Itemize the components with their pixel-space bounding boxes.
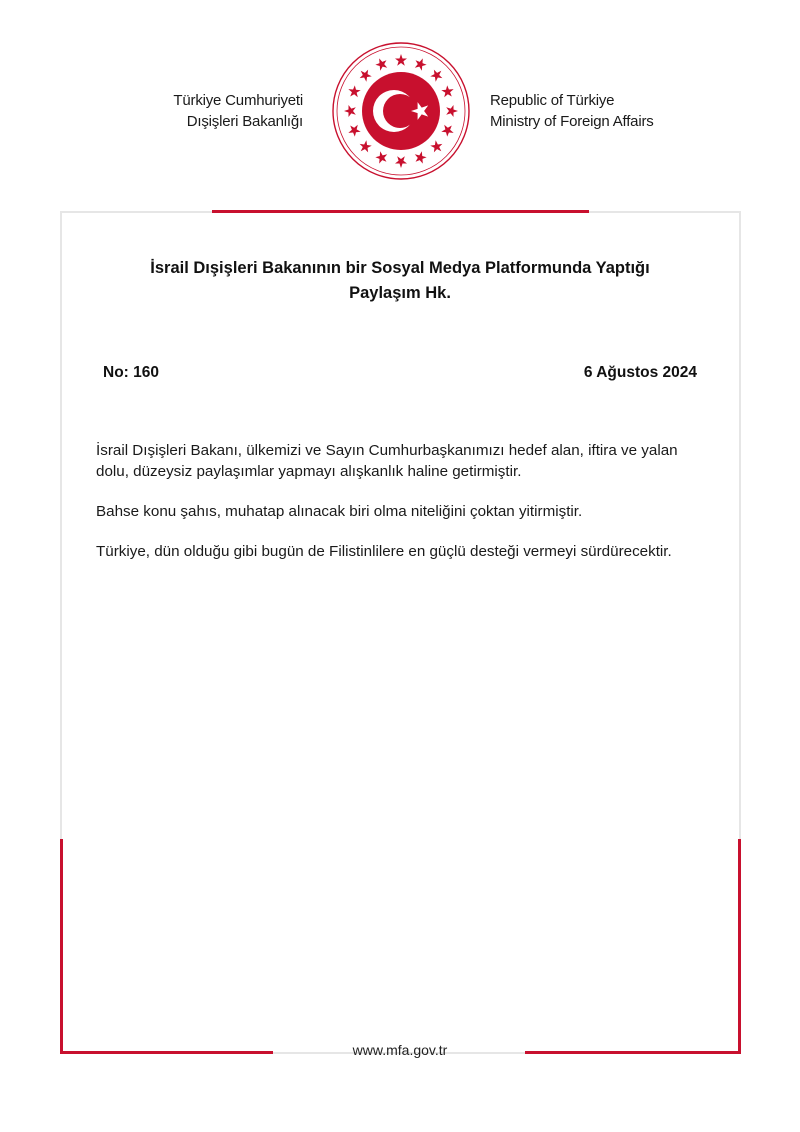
frame-top-right-line: [589, 211, 741, 213]
frame-left-red-line: [60, 839, 63, 1054]
document-number: No: 160: [103, 364, 159, 381]
frame-top-red-line: [212, 210, 589, 213]
body-paragraph-1-line2: dolu, düzeysiz paylaşımlar yapmayı alışkanlık haline getirmiştir.: [96, 463, 522, 480]
header-left-line1: Türkiye Cumhuriyeti: [173, 92, 303, 109]
body-paragraph-2: Bahse konu şahıs, muhatap alınacak biri olma niteliğini çoktan yitirmiştir.: [96, 503, 583, 520]
frame-right-red-line: [738, 839, 741, 1054]
footer-website-link[interactable]: www.mfa.gov.tr: [352, 1042, 448, 1058]
document-title-line1: İsrail Dışişleri Bakanının bir Sosyal Medya Platformunda Yaptığı: [150, 259, 650, 277]
body-paragraph-1-line1: İsrail Dışişleri Bakanı, ülkemizi ve Sayın Cumhurbaşkanımızı hedef alan, iftira ve yalan: [96, 442, 678, 459]
header-left-line2: Dışişleri Bakanlığı: [186, 113, 303, 130]
header-right-line1: Republic of Türkiye: [490, 92, 615, 109]
body-paragraph-1: [96, 440, 708, 482]
frame-left-gray-line: [60, 211, 62, 839]
document-date: 6 Ağustos 2024: [583, 364, 697, 381]
document-title-line2: Paylaşım Hk.: [349, 284, 451, 302]
frame-top-left-line: [60, 211, 212, 213]
star-crescent-emblem-icon: [330, 40, 472, 182]
body-paragraph-3: Türkiye, dün olduğu gibi bugün de Filistinlilere en güçlü desteği vermeyi sürdürecektir.: [96, 543, 672, 560]
header-english-name: [490, 90, 654, 132]
header-turkish-name: [173, 90, 303, 132]
frame-right-gray-line: [739, 211, 741, 839]
header-right-line2: Ministry of Foreign Affairs: [490, 113, 654, 130]
document-title: [90, 256, 710, 306]
